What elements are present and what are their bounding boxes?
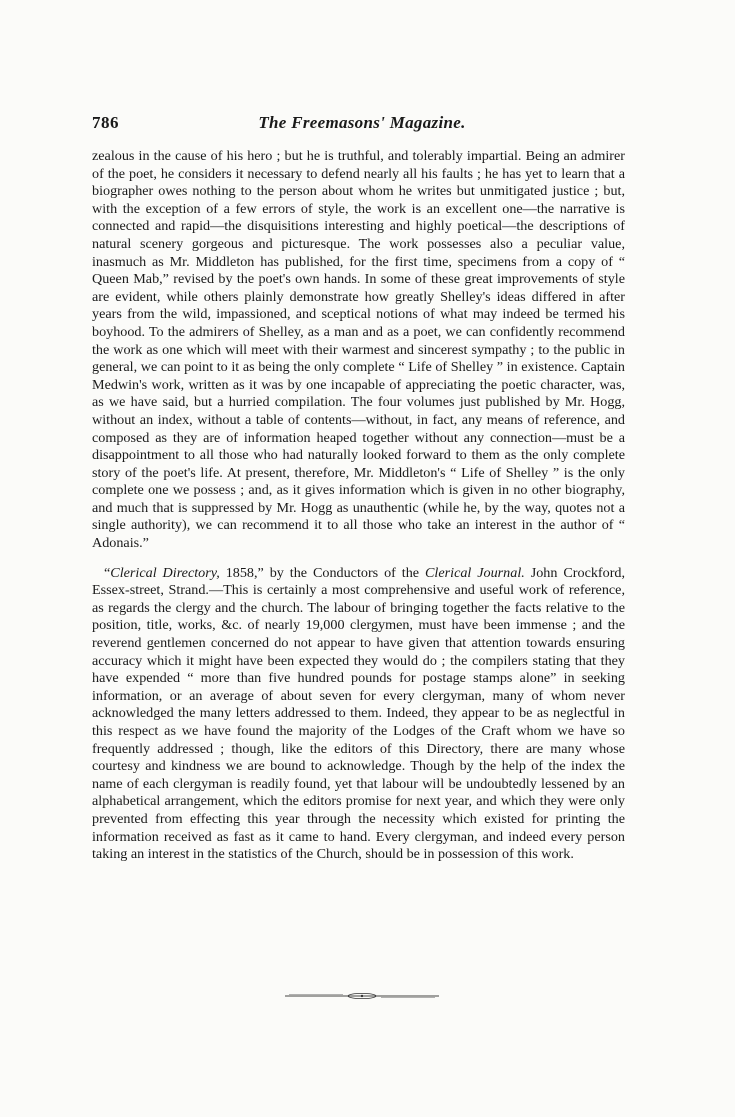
- running-head: [92, 113, 632, 137]
- article-body: [92, 148, 625, 864]
- section-divider-ornament: [283, 992, 441, 1000]
- paragraph-2-body-text: John Crockford, Essex-street, Strand.—This is certainly a most comprehensive and useful work of reference, as regards the clergy and the church. The labour of bringing together the facts relative to the position, title, works, &c. of nearly 19,000 clergymen, must have been immense ; and the reverend gentlemen concerned do not appear to have given that attention towards ensuring accuracy which it might have been expected they would do ; the compilers stating that they have expended “ more than five hundred pounds for postage stamps alone” in seeking information, or an average of about seven for every clergyman, many of whom never acknowledged the many letters addressed to them. Indeed, they appear to be as neglectful in this respect as we have found the majority of the Lodges of the Craft whom we have so frequently addressed ; though, like the editors of this Directory, there are many whose courtesy and kindness we are bound to acknowledge. Though by the help of the index the name of each clergyman is readily found, yet that labour will be undoubtedly lessened by an alphabetical arrangement, which the editors promise for next year, and which they were only prevented from effecting this year through the necessity which existed for printing the information received as fast as it came to hand. Every clergyman, and indeed every person taking an interest in the statistics of the Church, should be in possession of this work.: [92, 564, 626, 863]
- book-title-clerical-directory: Clerical Directory,: [110, 564, 220, 581]
- opening-quote: “: [104, 564, 111, 581]
- paragraph-2-mid-text: 1858,” by the Conductors of the: [219, 564, 425, 581]
- paragraph-clerical-directory: [92, 565, 625, 864]
- page-number: 786: [92, 113, 119, 132]
- paragraph-shelley-review: zealous in the cause of his hero ; but he is truthful, and tolerably impartial. Being an admirer of the poet, he considers it necessary to defend nearly all his faults ; he has yet to learn that a biographer owes nothing to the person about whom he writes but unmitigated justice ; but, with the exception of a few errors of style, the work is an excellent one—the narrative is connected and rapid—the disquisitions interesting and highly poetical—the descriptions of natural scenery gorgeous and picturesque. The work possesses also a peculiar value, inasmuch as Mr. Middleton has published, for the first time, specimens from a copy of “ Queen Mab,” revised by the poet's own hands. In some of these great improvements of style are evident, while others plainly demonstrate how greatly Shelley's ideas differed in after years from the wild, impassioned, and sceptical notions of what may indeed be termed his boyhood. To the admirers of Shelley, as a man and as a poet, we can confidently recommend the work as one which will meet with their warmest and sincerest sympathy ; to the public in general, we can point to it as being the only complete “ Life of Shelley ” in existence. Captain Medwin's work, written as it was by one incapable of appreciating the poetic character, was, as we have said, but a hurried compilation. The four volumes just published by Mr. Hogg, without an index, without a table of contents—without, in fact, any means of reference, and composed as they are of information heaped together without any connection—must be a disappointment to all those who had naturally looked forward to them as the only complete story of the poet's life. At present, therefore, Mr. Middleton's “ Life of Shelley ” is the only complete one we possess ; and, as it gives information which is given in no other biography, and much that is suppressed by Mr. Hogg as unauthentic (while he, by the way, quotes not a single authority), we can recommend it to all those who take an interest in the author of “ Adonais.”: [92, 148, 625, 552]
- journal-title: Clerical Journal.: [425, 564, 525, 581]
- running-title: The Freemasons' Magazine.: [258, 113, 466, 132]
